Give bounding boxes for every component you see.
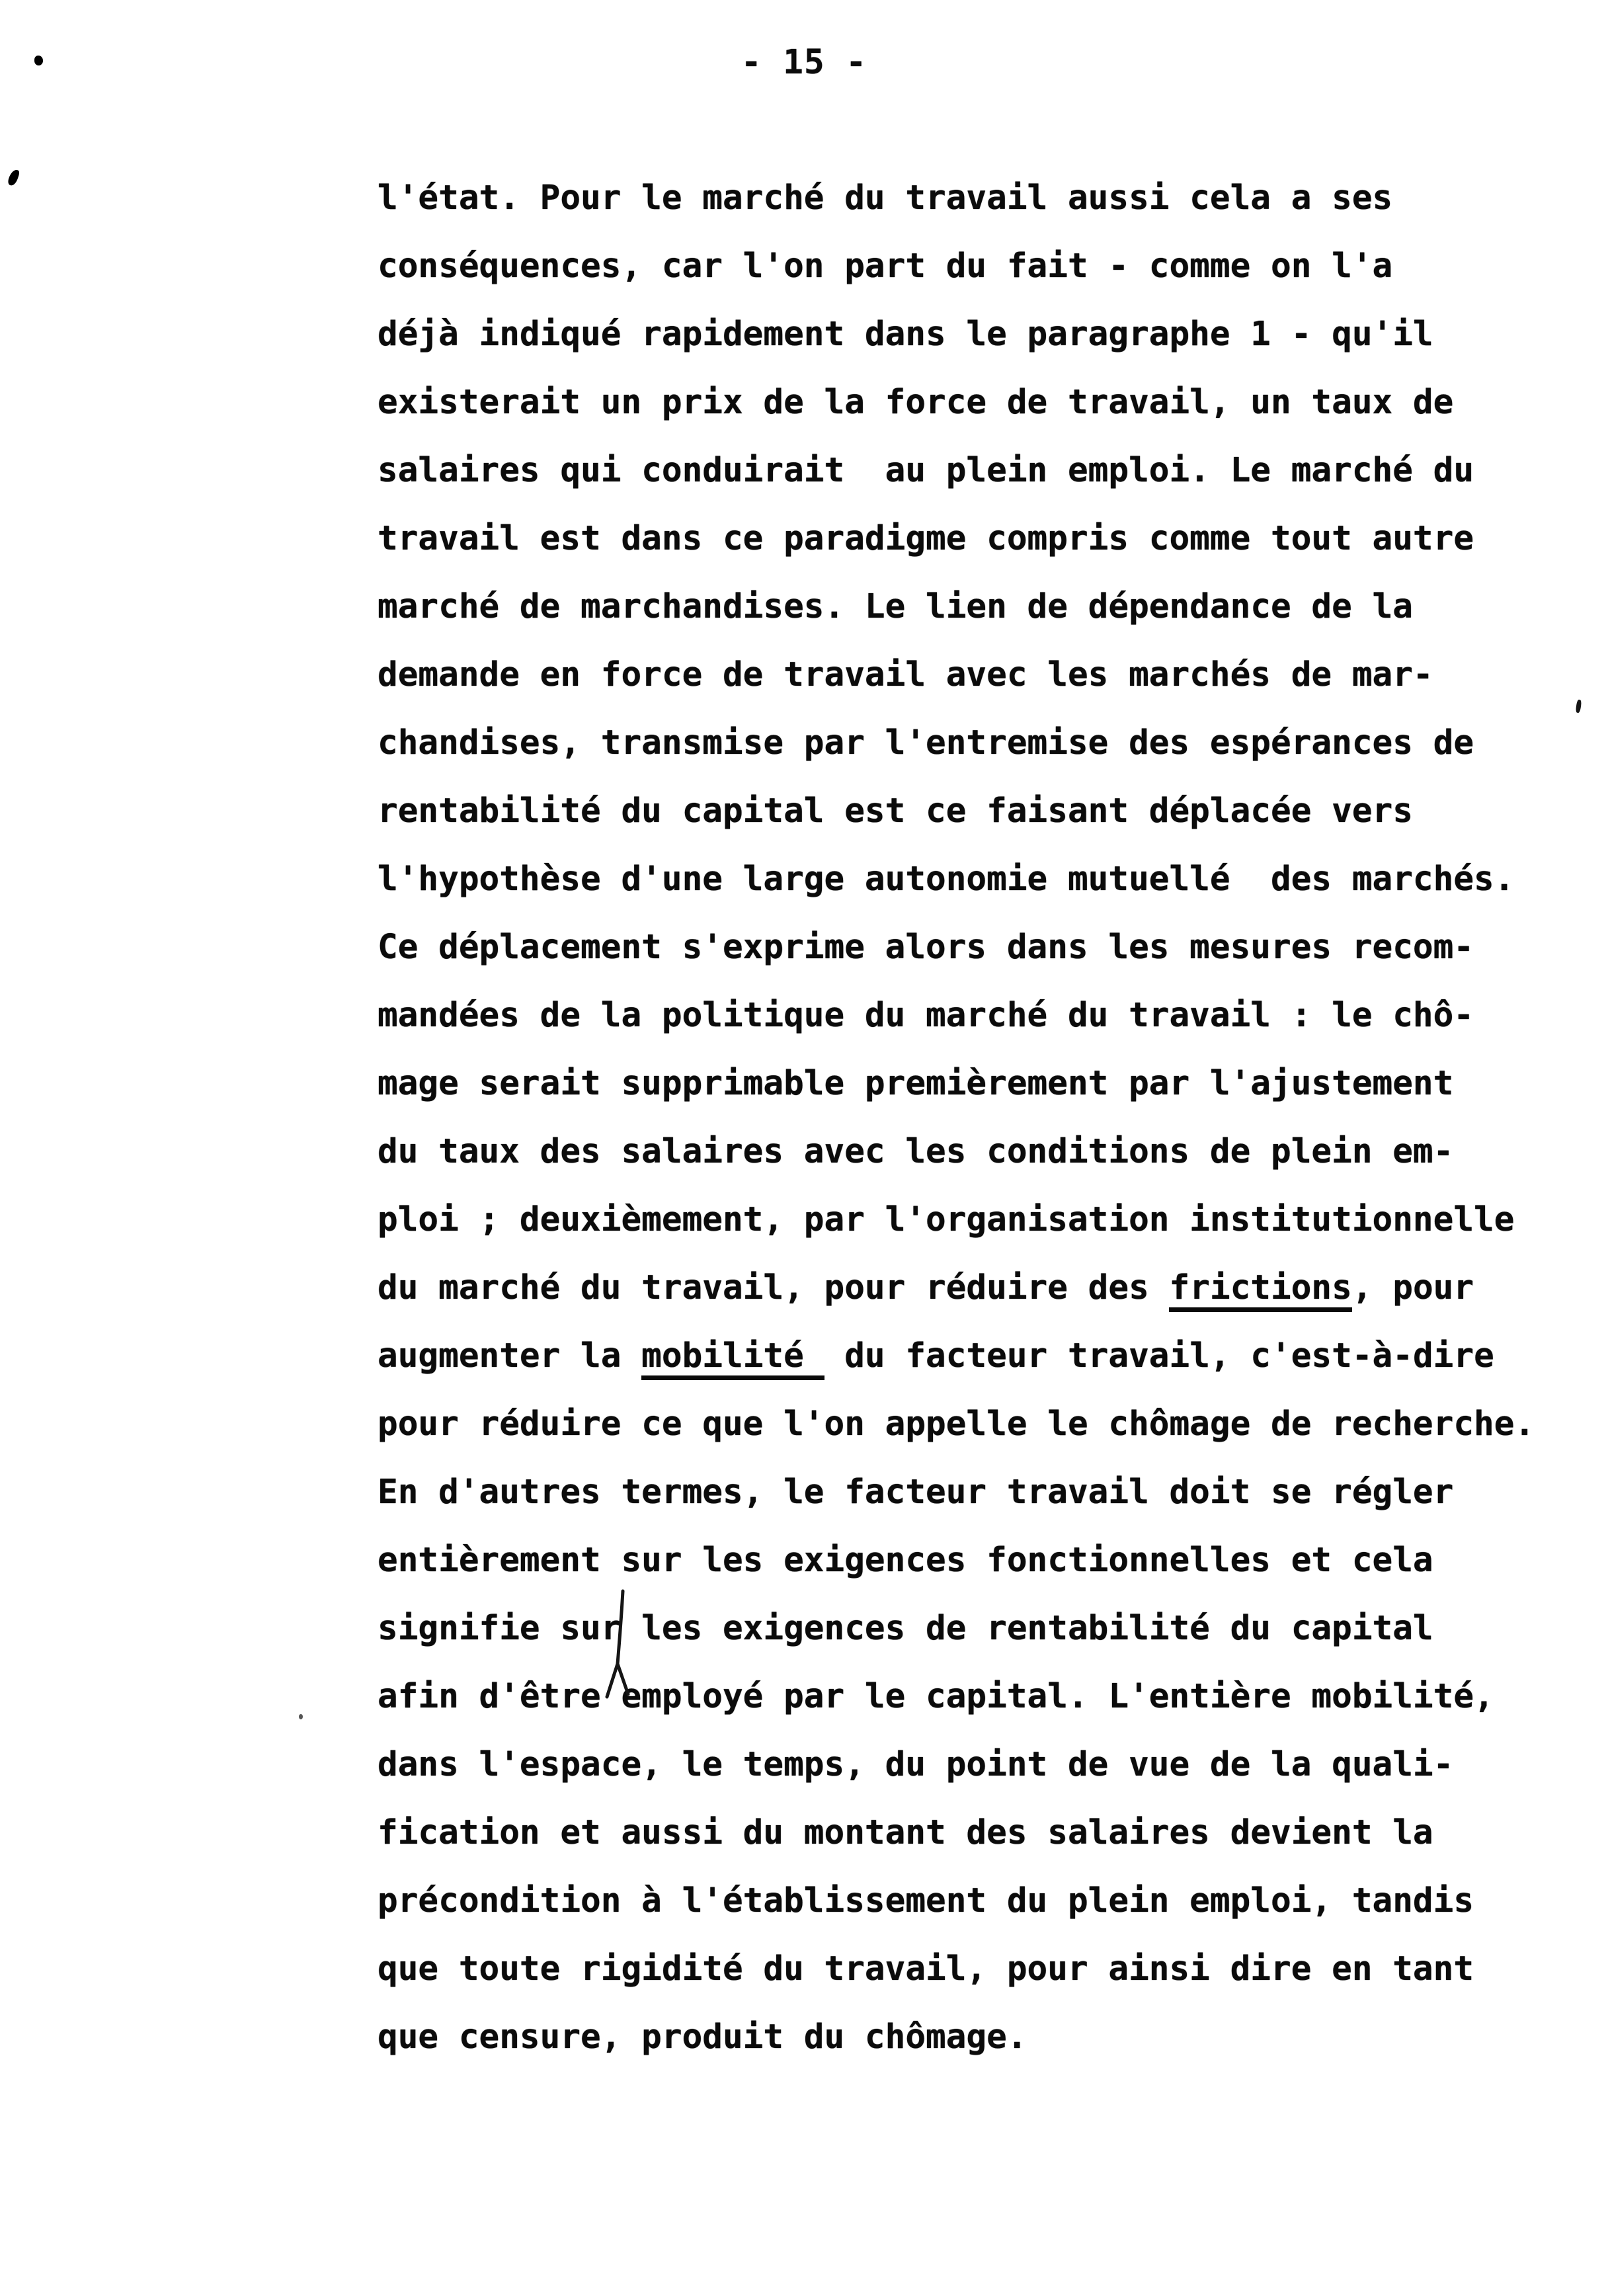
text-line	[378, 1594, 1535, 1662]
ink-speck	[34, 56, 43, 65]
text-block	[378, 164, 1535, 2071]
text-line	[378, 436, 1535, 505]
text-segment: Ce déplacement s'exprime alors dans les mesures recom-	[378, 928, 1474, 967]
underlined-word: frictions	[1169, 1268, 1351, 1312]
ink-speck	[7, 169, 20, 187]
text-segment: mandées de la politique du marché du travail : le chô-	[378, 996, 1474, 1035]
text-segment: existerait un prix de la force de travail, un taux de	[378, 383, 1454, 422]
text-line	[378, 1254, 1535, 1322]
text-line	[378, 1731, 1535, 1799]
text-segment: demande en force de travail avec les marchés de mar-	[378, 655, 1433, 694]
text-line	[378, 913, 1535, 981]
text-segment: En d'autres termes, le facteur travail doit se régler	[378, 1473, 1454, 1512]
text-line	[378, 1799, 1535, 1867]
underlined-word: mobilité	[641, 1336, 824, 1380]
text-segment: signifie sur les exigences de rentabilité du capital	[378, 1609, 1433, 1648]
text-segment: , pour	[1351, 1268, 1474, 1307]
text-line	[378, 1526, 1535, 1594]
text-segment: ploi ; deuxièmement, par l'organisation institutionnelle	[378, 1200, 1515, 1239]
page-number: - 15 -	[741, 43, 867, 82]
text-segment: que censure, produit du chômage.	[378, 2018, 1027, 2057]
text-segment: augmenter la	[378, 1336, 642, 1375]
text-segment: fication et aussi du montant des salaires devient la	[378, 1813, 1433, 1852]
text-segment: l'hypothèse d'une large autonomie mutuellé des marchés.	[378, 860, 1515, 899]
text-segment: afin d'être employé par le capital. L'entière mobilité,	[378, 1677, 1494, 1716]
text-line	[378, 1390, 1535, 1458]
text-line	[378, 1662, 1535, 1731]
text-segment: du marché du travail, pour réduire des	[378, 1268, 1170, 1307]
text-segment: entièrement sur les exigences fonctionnelles et cela	[378, 1541, 1433, 1580]
text-segment: pour réduire ce que l'on appelle le chômage de recherche.	[378, 1405, 1535, 1444]
text-line	[378, 777, 1535, 845]
text-line	[378, 1322, 1535, 1390]
text-line	[378, 573, 1535, 641]
text-line	[378, 2003, 1535, 2071]
text-line	[378, 368, 1535, 436]
text-segment: que toute rigidité du travail, pour ainsi dire en tant	[378, 1949, 1474, 1988]
text-line	[378, 1049, 1535, 1118]
text-segment: du facteur travail, c'est-à-dire	[824, 1336, 1494, 1375]
text-line	[378, 1867, 1535, 1935]
text-line	[378, 981, 1535, 1049]
text-line	[378, 232, 1535, 300]
text-line	[378, 505, 1535, 573]
text-segment: marché de marchandises. Le lien de dépendance de la	[378, 587, 1413, 626]
ink-speck	[299, 1714, 303, 1719]
text-segment: travail est dans ce paradigme compris comme tout autre	[378, 519, 1474, 558]
text-segment: dans l'espace, le temps, du point de vue de la quali-	[378, 1745, 1454, 1784]
text-line	[378, 845, 1535, 913]
text-segment: mage serait supprimable premièrement par l'ajustement	[378, 1064, 1454, 1103]
text-segment: déjà indiqué rapidement dans le paragraphe 1 - qu'il	[378, 315, 1433, 354]
ink-speck	[1576, 700, 1582, 714]
text-segment: rentabilité du capital est ce faisant déplacée vers	[378, 792, 1413, 831]
text-line	[378, 641, 1535, 709]
text-segment: du taux des salaires avec les conditions de plein em-	[378, 1132, 1454, 1171]
text-line	[378, 1935, 1535, 2003]
text-line	[378, 709, 1535, 777]
text-segment: conséquences, car l'on part du fait - comme on l'a	[378, 247, 1393, 286]
text-line	[378, 1118, 1535, 1186]
text-segment: l'état. Pour le marché du travail aussi cela a ses	[378, 179, 1393, 218]
text-line	[378, 300, 1535, 368]
text-segment: chandises, transmise par l'entremise des espérances de	[378, 723, 1474, 762]
text-line	[378, 1186, 1535, 1254]
text-line	[378, 1458, 1535, 1526]
insertion-caret-mark	[603, 1588, 635, 1702]
text-segment: salaires qui conduirait au plein emploi. Le marché du	[378, 451, 1474, 490]
text-line	[378, 164, 1535, 232]
text-segment: précondition à l'établissement du plein emploi, tandis	[378, 1881, 1474, 1920]
